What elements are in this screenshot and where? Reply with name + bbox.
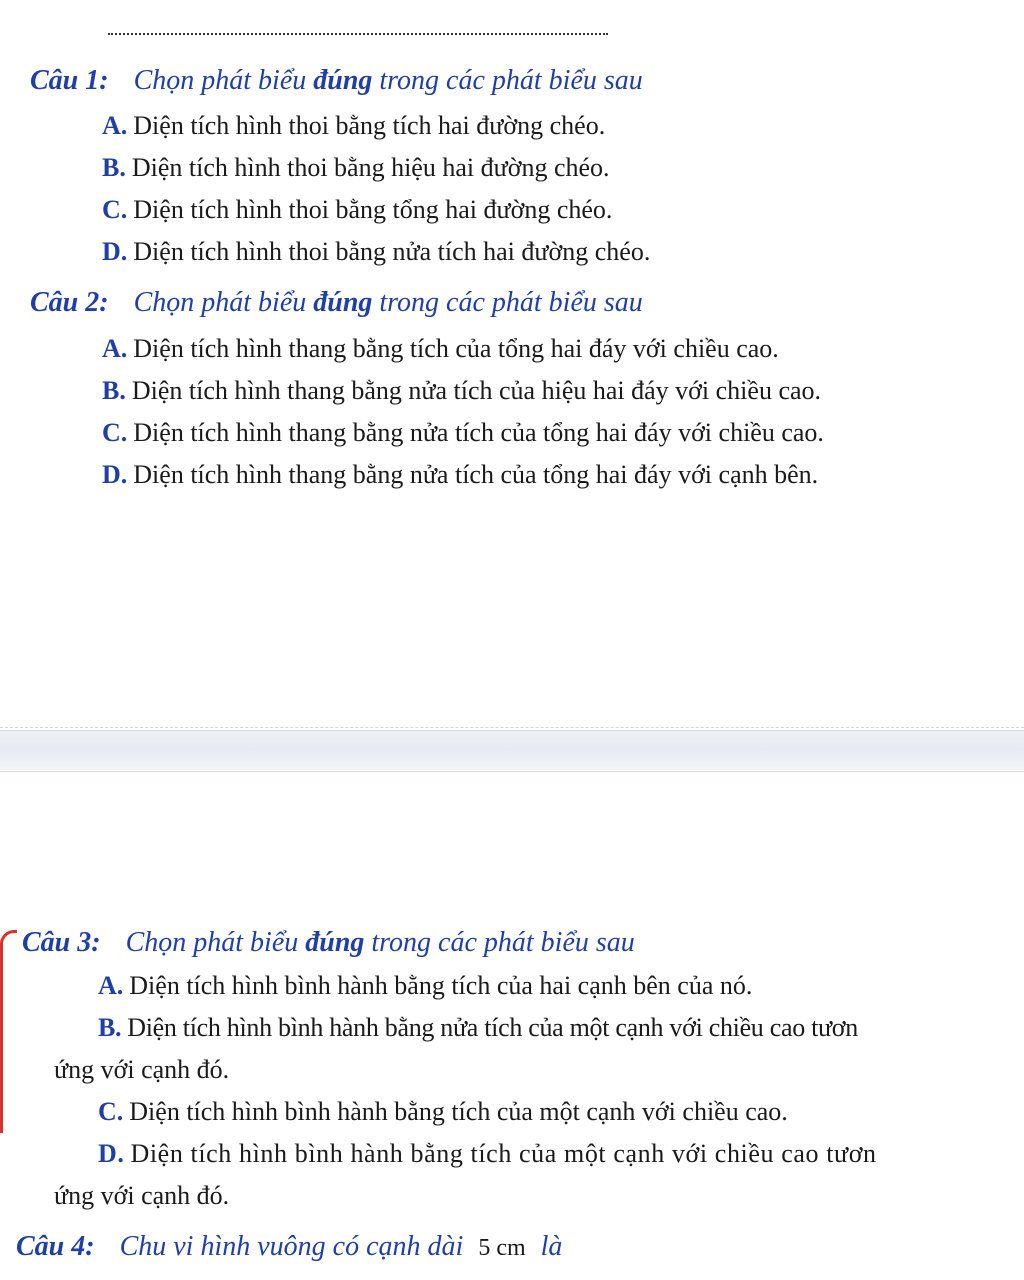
question-2-option-b[interactable] [102, 375, 821, 407]
question-3-option-b[interactable] [98, 1012, 858, 1044]
option-letter: A. [102, 334, 128, 363]
question-2-label: Câu 2: [30, 287, 109, 318]
option-letter: B. [98, 1013, 122, 1042]
page-break-dots [0, 727, 1024, 728]
question-2-prompt-before: Chọn phát biểu [133, 287, 307, 318]
option-letter: B. [102, 153, 126, 182]
question-1-option-a[interactable] [102, 110, 605, 142]
option-text: Diện tích hình bình hành bằng tích của hai cạnh bên của nó. [129, 971, 753, 1000]
option-text: Diện tích hình thoi bằng nửa tích hai đường chéo. [133, 237, 651, 266]
question-1-prompt-after: trong các phát biểu sau [379, 65, 643, 96]
question-1-option-c[interactable] [102, 194, 612, 226]
page-break [0, 730, 1024, 772]
question-1-label: Câu 1: [30, 65, 109, 96]
question-3-option-c[interactable] [98, 1096, 788, 1128]
option-letter: D. [102, 237, 128, 266]
question-4-prompt-before: Chu vi hình vuông có cạnh dài [119, 1231, 464, 1262]
question-3-label: Câu 3: [22, 927, 101, 958]
option-letter: A. [98, 971, 124, 1000]
question-3-option-d[interactable] [98, 1138, 877, 1170]
question-4-title [16, 1230, 562, 1265]
question-3-prompt-emphasis: đúng [305, 927, 365, 958]
question-3-prompt-before: Chọn phát biểu [125, 927, 299, 958]
question-2-option-d[interactable] [102, 459, 818, 491]
question-3-option-b-continuation: ứng với cạnh đó. [54, 1055, 230, 1084]
question-2-option-c[interactable] [102, 417, 824, 449]
option-letter: C. [98, 1097, 124, 1126]
question-1-option-b[interactable] [102, 152, 610, 184]
question-3-option-a[interactable] [98, 970, 752, 1002]
option-text: Diện tích hình bình hành bằng tích của một cạnh với chiều cao tươn [130, 1139, 877, 1168]
question-3-prompt-after: trong các phát biểu sau [371, 927, 635, 958]
question-2-prompt-after: trong các phát biểu sau [379, 287, 643, 318]
option-letter: B. [102, 376, 126, 405]
option-text: Diện tích hình thoi bằng tích hai đường chéo. [133, 111, 606, 140]
question-2-title [30, 286, 643, 320]
question-4-unit: 5 cm [478, 1235, 526, 1261]
question-1-title [30, 64, 643, 98]
option-letter: C. [102, 195, 128, 224]
question-3-title [22, 926, 635, 960]
option-text: Diện tích hình thoi bằng tổng hai đường chéo. [133, 195, 613, 224]
option-text: Diện tích hình bình hành bằng tích của một cạnh với chiều cao. [129, 1097, 788, 1126]
top-dotted-rule [108, 33, 608, 35]
option-letter: C. [102, 418, 128, 447]
question-2-prompt-emphasis: đúng [313, 287, 373, 318]
question-2-option-a[interactable] [102, 333, 779, 365]
option-text: Diện tích hình thang bằng nửa tích của tổng hai đáy với chiều cao. [133, 418, 824, 447]
question-4-prompt-after: là [540, 1231, 563, 1262]
option-letter: D. [102, 460, 128, 489]
option-text: Diện tích hình thang bằng nửa tích của hiệu hai đáy với chiều cao. [131, 376, 822, 405]
option-text: Diện tích hình bình hành bằng nửa tích của một cạnh với chiều cao tươn [127, 1013, 858, 1042]
option-text: Diện tích hình thang bằng tích của tổng hai đáy với chiều cao. [133, 334, 779, 363]
option-letter: D. [98, 1139, 125, 1168]
option-letter: A. [102, 111, 128, 140]
question-1-prompt-before: Chọn phát biểu [133, 65, 307, 96]
question-1-prompt-emphasis: đúng [313, 65, 373, 96]
option-text: Diện tích hình thoi bằng hiệu hai đường chéo. [131, 153, 610, 182]
question-1-option-d[interactable] [102, 236, 650, 268]
option-text: Diện tích hình thang bằng nửa tích của tổng hai đáy với cạnh bên. [133, 460, 819, 489]
red-annotation-mark [0, 930, 17, 1133]
question-3-option-d-continuation: ứng với cạnh đó. [54, 1181, 230, 1210]
question-4-label: Câu 4: [16, 1231, 95, 1262]
